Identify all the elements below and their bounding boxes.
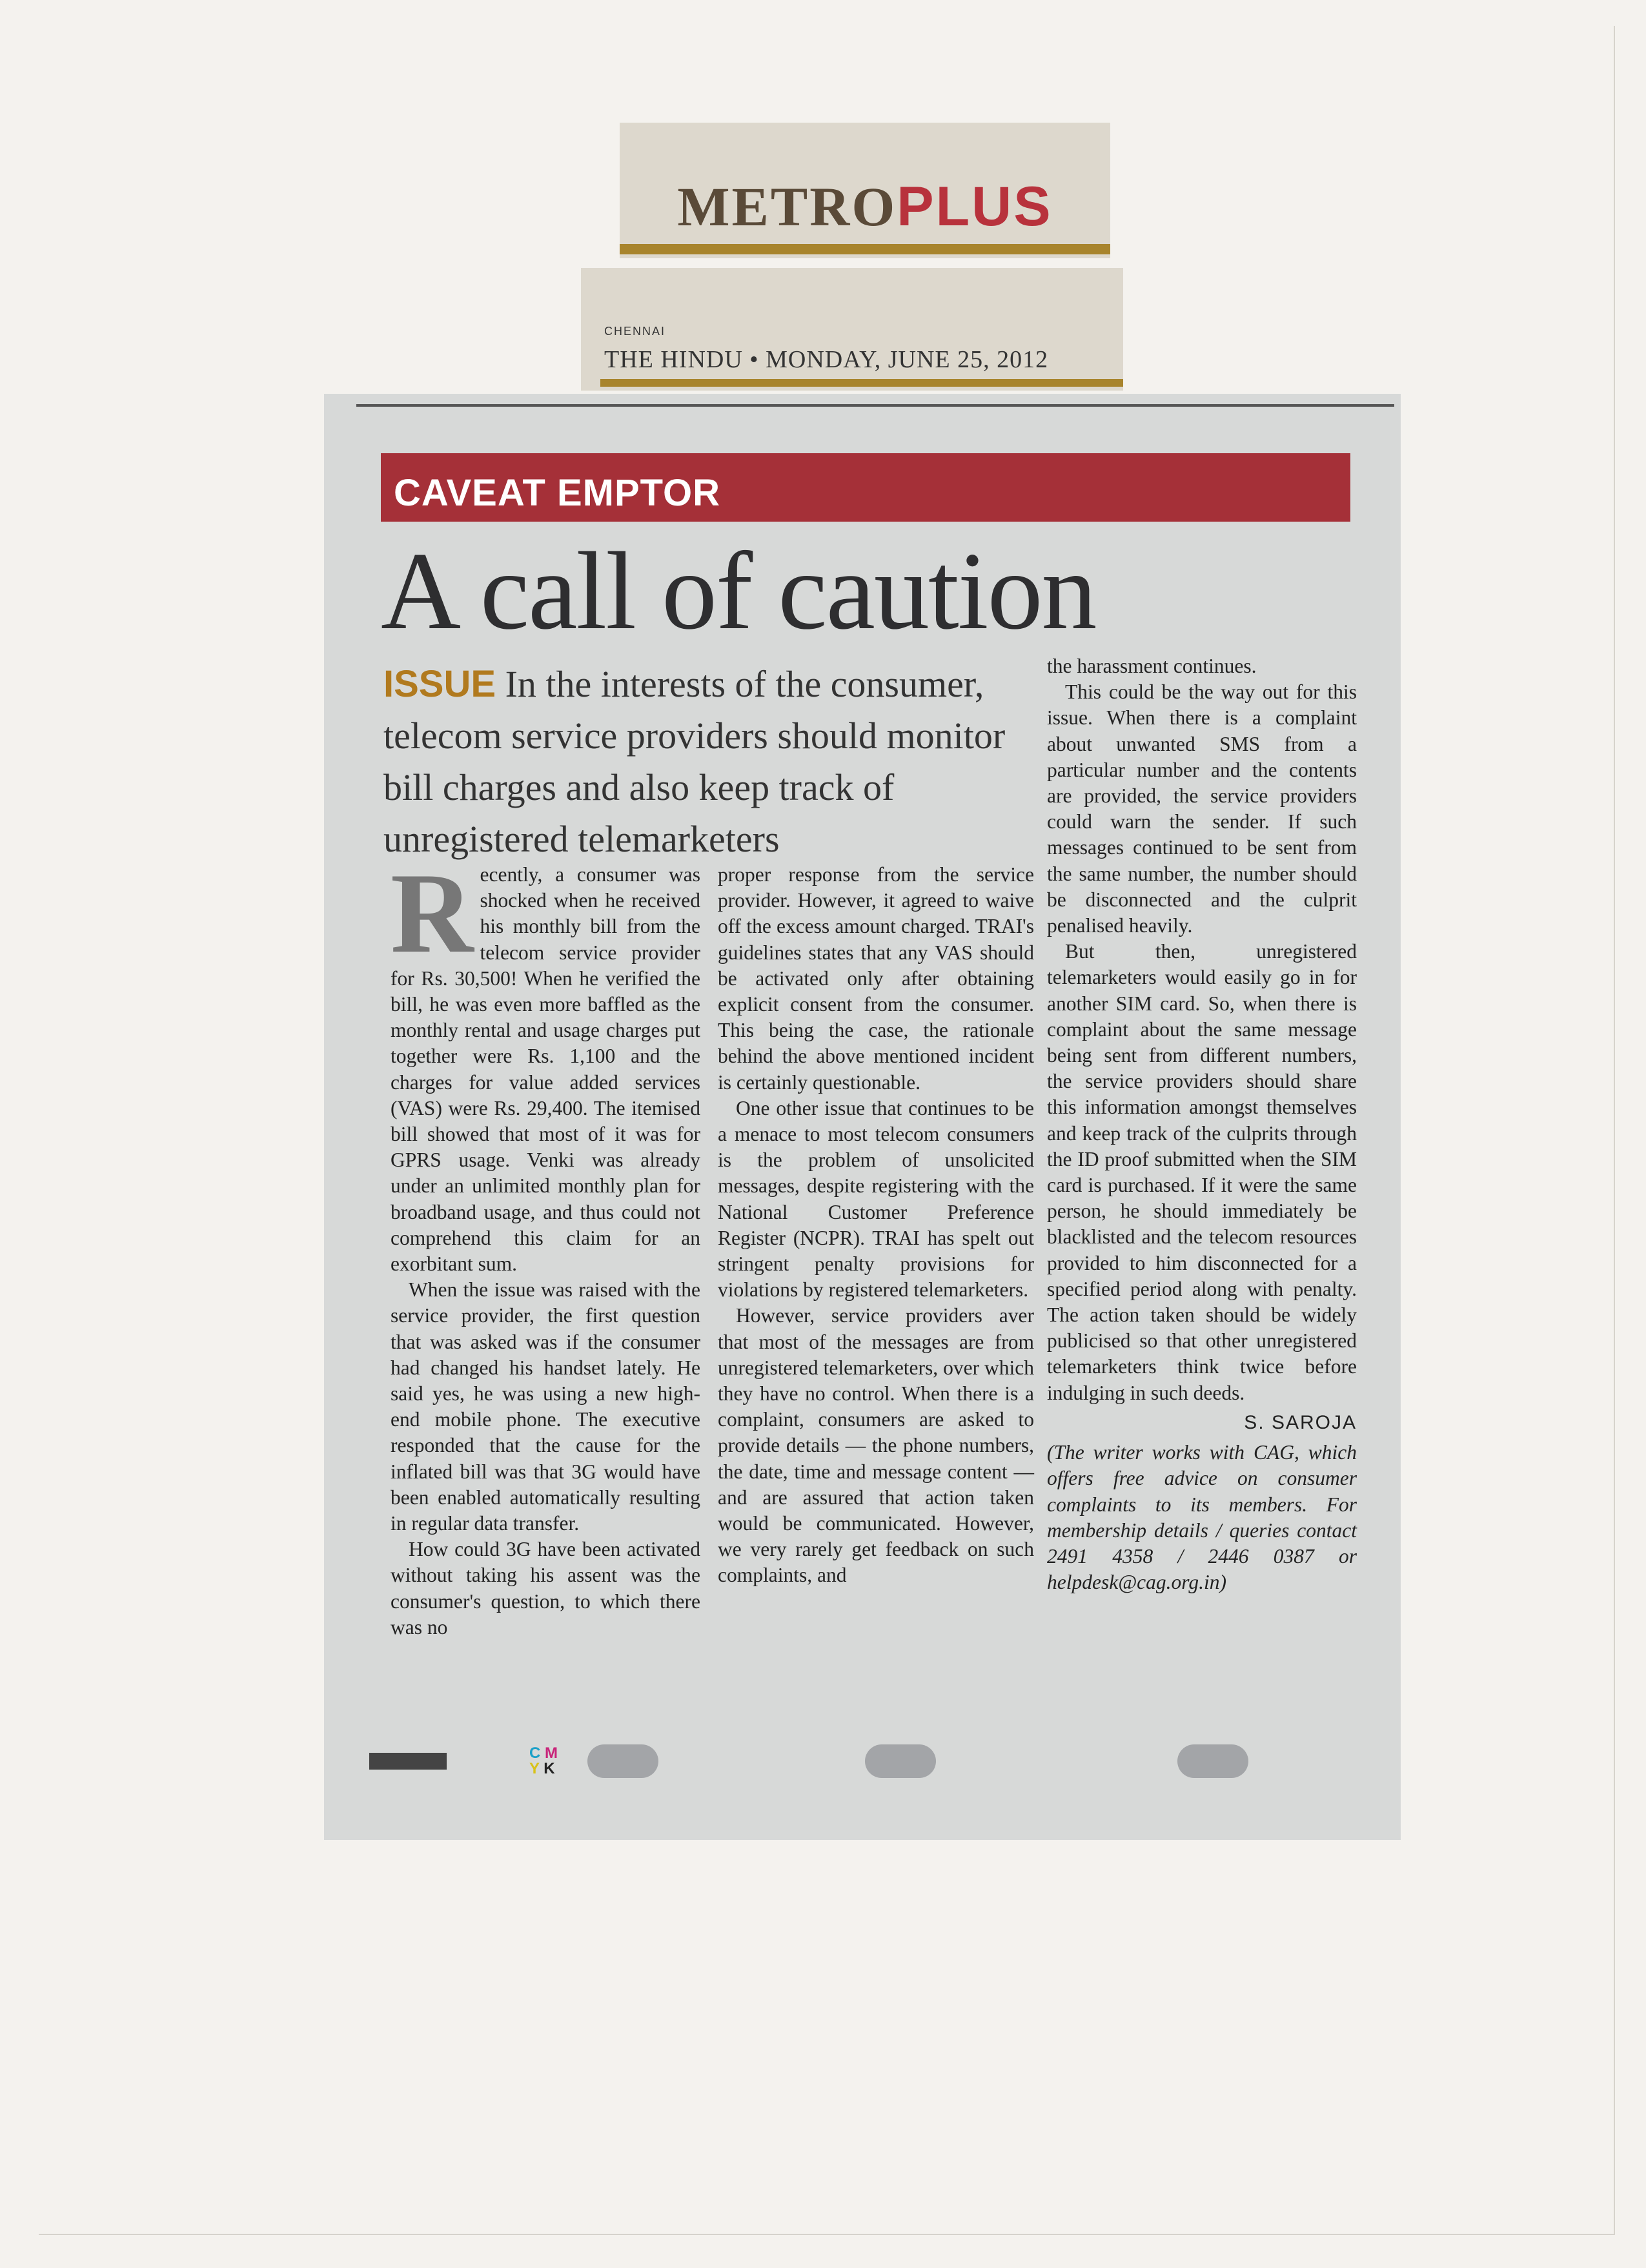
top-rule [356, 404, 1394, 407]
paragraph [391, 849, 700, 1277]
cmyk-c: C [529, 1744, 541, 1762]
masthead-plus: PLUS [897, 176, 1053, 238]
paragraph: One other issue that continues to be a menace to most telecom consumers is the problem of unsolicited messages, despite registering with the National Customer Preference Register (NCPR). TRAI has spelt out stringent penalty provisions for violations by registered telemarketers. [718, 1096, 1034, 1302]
masthead-metro: METRO [677, 176, 897, 238]
dateline-clipping [581, 268, 1123, 391]
article-column-2 [718, 862, 1034, 1589]
section-masthead [620, 174, 1110, 239]
cmyk-m: M [545, 1744, 558, 1762]
paper-dateline: THE HINDU • MONDAY, JUNE 25, 2012 [604, 346, 1049, 373]
registration-mark [865, 1744, 936, 1778]
edition-city: CHENNAI [604, 325, 666, 338]
paragraph: This could be the way out for this issue. When there is a complaint about unwanted SMS from a particular number and the contents are provided, the service providers could warn the sender. If such messages continued to be sent from the same number, the number should be disconnected and the culprit penalised heavily. [1047, 680, 1357, 937]
deck-text: In the interests of the consumer, telecom service providers should monitor bill charges and also keep track of unregistered telemarketers [383, 663, 1006, 860]
cmyk-y: Y [529, 1760, 540, 1777]
masthead-clipping [620, 123, 1110, 258]
kicker-bar [381, 453, 1350, 522]
paragraph: the harassment continues. [1047, 655, 1257, 677]
dateline-rule [600, 379, 1123, 387]
paragraph-text: ecently, a consumer was shocked when he received his monthly bill from the telecom service provider for Rs. 30,500! When he verified the bill, he was even more baffled as the monthly rental and usage charges put together were Rs. 1,100 and the charges for value added services (VAS) were Rs. 29,400. The itemised bill showed that most of it was for GPRS usage. Venki was already under an unlimited monthly plan for broadband usage, and thus could not comprehend this claim for an exorbitant sum. [391, 863, 700, 1276]
writer-note: (The writer works with CAG, which offers free advice on consumer complaints to its members. For membership details / queries contact 2491 4358 / 2446 0387 or helpdesk@cag.org.in) [1047, 1441, 1357, 1594]
article-clipping [324, 394, 1401, 1840]
print-registration-bar [369, 1753, 447, 1770]
cmyk-k: K [544, 1760, 555, 1777]
masthead-rule [620, 244, 1110, 254]
byline: S. SAROJA [1244, 1411, 1357, 1433]
paragraph: But then, unregistered telemarketers would easily go in for another SIM card. So, when there is complaint about the same message being sent from different numbers, the service providers should share this information amongst themselves and keep track of the culprits through the ID proof submitted when the SIM card is purchased. If it were the same person, he should immediately be blacklisted and the telecom resources provided to him disconnected for a specified period along with penalty. The action taken should be widely publicised so that other unregistered telemarketers think twice before indulging in such deeds. [1047, 940, 1357, 1404]
article-deck [383, 659, 1061, 865]
article-column-1 [391, 849, 700, 1640]
cmyk-mark [529, 1746, 558, 1777]
paragraph: When the issue was raised with the service provider, the first question that was asked was if the consumer had changed his handset lately. He said yes, he was using a new high-end mobile phone. The executive responded that the cause for the inflated bill was that 3G would have been enabled automatically resulting in regular data transfer. [391, 1278, 700, 1535]
paragraph: proper response from the service provider. However, it agreed to waive off the excess amount charged. TRAI's guidelines states that any VAS should be activated only after obtaining explicit consent from the consumer. This being the case, the rationale behind the above mentioned incident is certainly questionable. [718, 863, 1034, 1094]
registration-mark [587, 1744, 658, 1778]
article-kicker: CAVEAT EMPTOR [394, 472, 721, 514]
paragraph: However, service providers aver that most of the messages are from unregistered telemarketers, over which they have no control. When there is a complaint, consumers are asked to provide details — the phone numbers, the date, time and message content — and are assured that action taken would be communicated. However, we very rarely get feedback on such complaints, and [718, 1304, 1034, 1587]
article-headline: A call of caution [381, 530, 1096, 653]
deck-label: ISSUE [383, 663, 496, 705]
registration-mark [1177, 1744, 1248, 1778]
drop-cap: R [391, 849, 474, 977]
article-column-3 [1047, 653, 1357, 1595]
paragraph: How could 3G have been activated without taking his assent was the consumer's question, to which there was no [391, 1538, 700, 1639]
